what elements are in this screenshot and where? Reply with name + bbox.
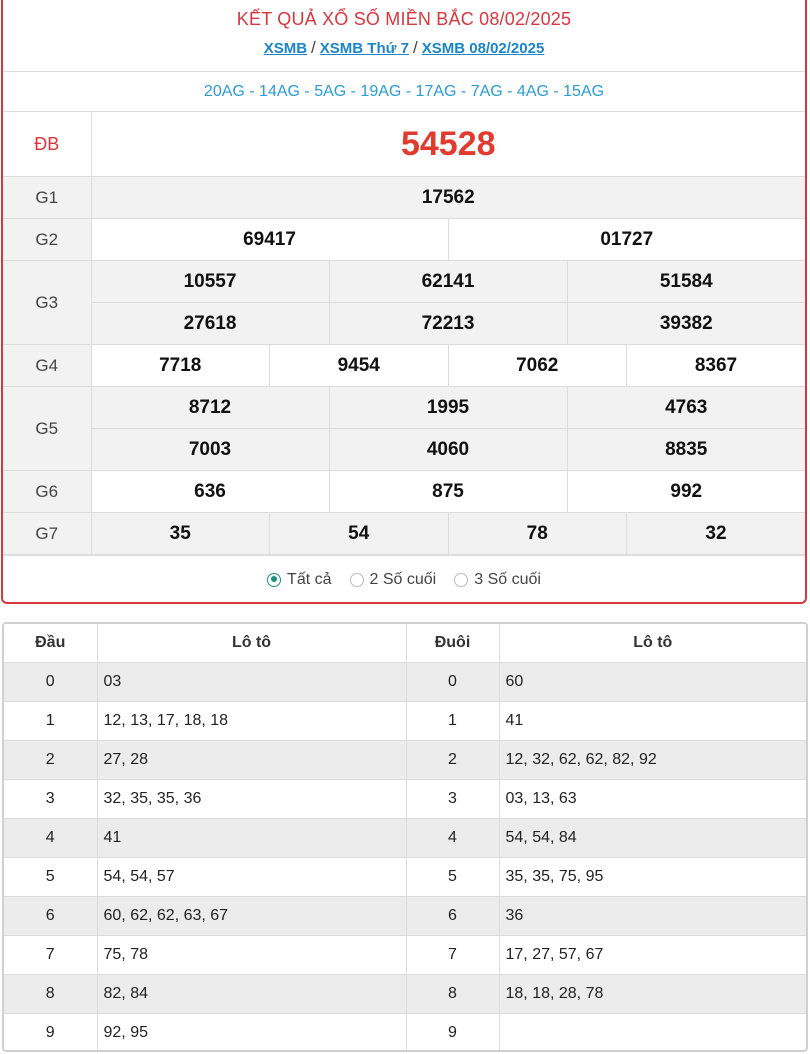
table-row bbox=[4, 663, 806, 702]
loto-numbers-cell: 54, 54, 84 bbox=[499, 819, 806, 858]
prize-number: 72213 bbox=[329, 303, 567, 345]
prize-label: G6 bbox=[3, 471, 91, 513]
prize-number: 992 bbox=[567, 471, 805, 513]
table-row bbox=[4, 702, 806, 741]
filter-option-label: Tất cả bbox=[287, 570, 332, 588]
prize-number: 875 bbox=[329, 471, 567, 513]
prize-number: 39382 bbox=[567, 303, 805, 345]
loto-dau-cell: 2 bbox=[4, 741, 97, 780]
prize-number: 7718 bbox=[91, 345, 270, 387]
column-header-dau: Đầu bbox=[4, 624, 97, 663]
prize-label: G1 bbox=[3, 177, 91, 219]
prize-label: G5 bbox=[3, 387, 91, 471]
filter-option-all[interactable] bbox=[267, 571, 331, 589]
loto-numbers-cell: 60, 62, 62, 63, 67 bbox=[97, 897, 406, 936]
loto-numbers-cell: 60 bbox=[499, 663, 806, 702]
loto-dau-cell: 8 bbox=[4, 975, 97, 1014]
loto-dau-cell: 4 bbox=[4, 819, 97, 858]
filter-option-label: 2 Số cuối bbox=[369, 570, 437, 588]
prize-number: 4763 bbox=[567, 387, 805, 429]
prize-row-g1 bbox=[3, 177, 805, 219]
prize-number: 7003 bbox=[91, 429, 329, 471]
prize-label: G3 bbox=[3, 261, 91, 345]
column-header-duoi: Đuôi bbox=[406, 624, 499, 663]
prize-number: 9454 bbox=[270, 345, 449, 387]
table-row bbox=[4, 858, 806, 897]
prize-number: 32 bbox=[627, 513, 806, 555]
loto-numbers-cell: 54, 54, 57 bbox=[97, 858, 406, 897]
loto-numbers-cell: 41 bbox=[97, 819, 406, 858]
prize-number: 8835 bbox=[567, 429, 805, 471]
prize-row-g7 bbox=[3, 513, 805, 555]
loto-duoi-cell: 8 bbox=[406, 975, 499, 1014]
breadcrumb-xsmb-link[interactable]: XSMB bbox=[263, 40, 308, 57]
filter-option-3-digits[interactable] bbox=[454, 571, 541, 589]
loto-numbers-cell: 12, 32, 62, 62, 82, 92 bbox=[499, 741, 806, 780]
loto-duoi-cell: 6 bbox=[406, 897, 499, 936]
loto-header-row bbox=[4, 624, 806, 663]
loto-dau-cell: 0 bbox=[4, 663, 97, 702]
loto-numbers-cell: 18, 18, 28, 78 bbox=[499, 975, 806, 1014]
table-row bbox=[4, 819, 806, 858]
breadcrumb-xsmb-thu7-link[interactable]: XSMB Thứ 7 bbox=[319, 40, 409, 57]
loto-numbers-cell: 03, 13, 63 bbox=[499, 780, 806, 819]
loto-panel bbox=[2, 622, 808, 1052]
loto-duoi-cell: 4 bbox=[406, 819, 499, 858]
prize-number: 01727 bbox=[448, 219, 805, 261]
prize-label: ĐB bbox=[3, 112, 91, 177]
loto-numbers-cell: 17, 27, 57, 67 bbox=[499, 936, 806, 975]
loto-duoi-cell: 1 bbox=[406, 702, 499, 741]
loto-numbers-cell: 12, 13, 17, 18, 18 bbox=[97, 702, 406, 741]
prize-number: 69417 bbox=[91, 219, 448, 261]
loto-body bbox=[4, 663, 806, 1053]
radio-selected-icon[interactable] bbox=[267, 573, 281, 587]
prize-row-g5 bbox=[3, 387, 805, 429]
prize-row-g2 bbox=[3, 219, 805, 261]
loto-duoi-cell: 0 bbox=[406, 663, 499, 702]
loto-dau-cell: 6 bbox=[4, 897, 97, 936]
breadcrumb-xsmb-date-link[interactable]: XSMB 08/02/2025 bbox=[421, 40, 545, 57]
loto-numbers-cell: 35, 35, 75, 95 bbox=[499, 858, 806, 897]
table-row bbox=[4, 975, 806, 1014]
prize-number: 78 bbox=[448, 513, 627, 555]
prize-row-g5-second bbox=[3, 429, 805, 471]
prize-number: 51584 bbox=[567, 261, 805, 303]
page-title: KẾT QUẢ XỔ SỐ MIỀN BẮC 08/02/2025 bbox=[236, 9, 572, 29]
result-panel bbox=[1, 0, 807, 604]
prize-row-g3-second bbox=[3, 303, 805, 345]
result-header bbox=[3, 0, 805, 72]
prize-number-db bbox=[91, 112, 805, 177]
loto-numbers-cell: 41 bbox=[499, 702, 806, 741]
prize-number: 4060 bbox=[329, 429, 567, 471]
table-row bbox=[4, 1014, 806, 1053]
prize-label: G4 bbox=[3, 345, 91, 387]
loto-numbers-cell: 82, 84 bbox=[97, 975, 406, 1014]
prize-row-g6 bbox=[3, 471, 805, 513]
breadcrumb-separator: / bbox=[412, 38, 418, 57]
special-codes: 20AG - 14AG - 5AG - 19AG - 17AG - 7AG - 4AG - 15AG bbox=[3, 72, 805, 112]
prize-number: 636 bbox=[91, 471, 329, 513]
prize-number: 17562 bbox=[91, 177, 805, 219]
prize-row-g4 bbox=[3, 345, 805, 387]
prize-number: 54 bbox=[270, 513, 449, 555]
prize-number: 7062 bbox=[448, 345, 627, 387]
filter-option-2-digits[interactable] bbox=[350, 571, 437, 589]
loto-dau-cell: 5 bbox=[4, 858, 97, 897]
loto-numbers-cell: 36 bbox=[499, 897, 806, 936]
prize-number: 8367 bbox=[627, 345, 806, 387]
breadcrumb-separator: / bbox=[311, 38, 316, 57]
column-header-loto: Lô tô bbox=[97, 624, 406, 663]
radio-icon[interactable] bbox=[454, 573, 468, 587]
radio-icon[interactable] bbox=[350, 573, 364, 587]
breadcrumb bbox=[3, 38, 805, 58]
loto-duoi-cell: 2 bbox=[406, 741, 499, 780]
prize-table bbox=[3, 112, 805, 555]
loto-duoi-cell: 7 bbox=[406, 936, 499, 975]
loto-numbers-cell: 75, 78 bbox=[97, 936, 406, 975]
loto-numbers-cell: 27, 28 bbox=[97, 741, 406, 780]
loto-duoi-cell: 3 bbox=[406, 780, 499, 819]
loto-dau-cell: 9 bbox=[4, 1014, 97, 1053]
loto-numbers-cell: 03 bbox=[97, 663, 406, 702]
loto-numbers-cell: 92, 95 bbox=[97, 1014, 406, 1053]
loto-numbers-cell bbox=[499, 1014, 806, 1053]
loto-dau-cell: 3 bbox=[4, 780, 97, 819]
loto-table bbox=[4, 624, 806, 1052]
prize-number: 1995 bbox=[329, 387, 567, 429]
table-row bbox=[4, 741, 806, 780]
prize-number: 10557 bbox=[91, 261, 329, 303]
table-row bbox=[4, 780, 806, 819]
column-header-loto: Lô tô bbox=[499, 624, 806, 663]
prize-number: 8712 bbox=[91, 387, 329, 429]
loto-duoi-cell: 9 bbox=[406, 1014, 499, 1053]
loto-duoi-cell: 5 bbox=[406, 858, 499, 897]
prize-row-g3 bbox=[3, 261, 805, 303]
prize-number: 35 bbox=[91, 513, 270, 555]
prize-label: G2 bbox=[3, 219, 91, 261]
prize-number: 27618 bbox=[91, 303, 329, 345]
loto-dau-cell: 1 bbox=[4, 702, 97, 741]
prize-label: G7 bbox=[3, 513, 91, 555]
prize-number: 62141 bbox=[329, 261, 567, 303]
loto-dau-cell: 7 bbox=[4, 936, 97, 975]
loto-numbers-cell: 32, 35, 35, 36 bbox=[97, 780, 406, 819]
table-row bbox=[4, 897, 806, 936]
prize-row-db bbox=[3, 112, 805, 177]
number-filter bbox=[3, 555, 805, 603]
table-row bbox=[4, 936, 806, 975]
special-prize-number: 54528 bbox=[400, 124, 496, 163]
filter-option-label: 3 Số cuối bbox=[474, 570, 541, 588]
